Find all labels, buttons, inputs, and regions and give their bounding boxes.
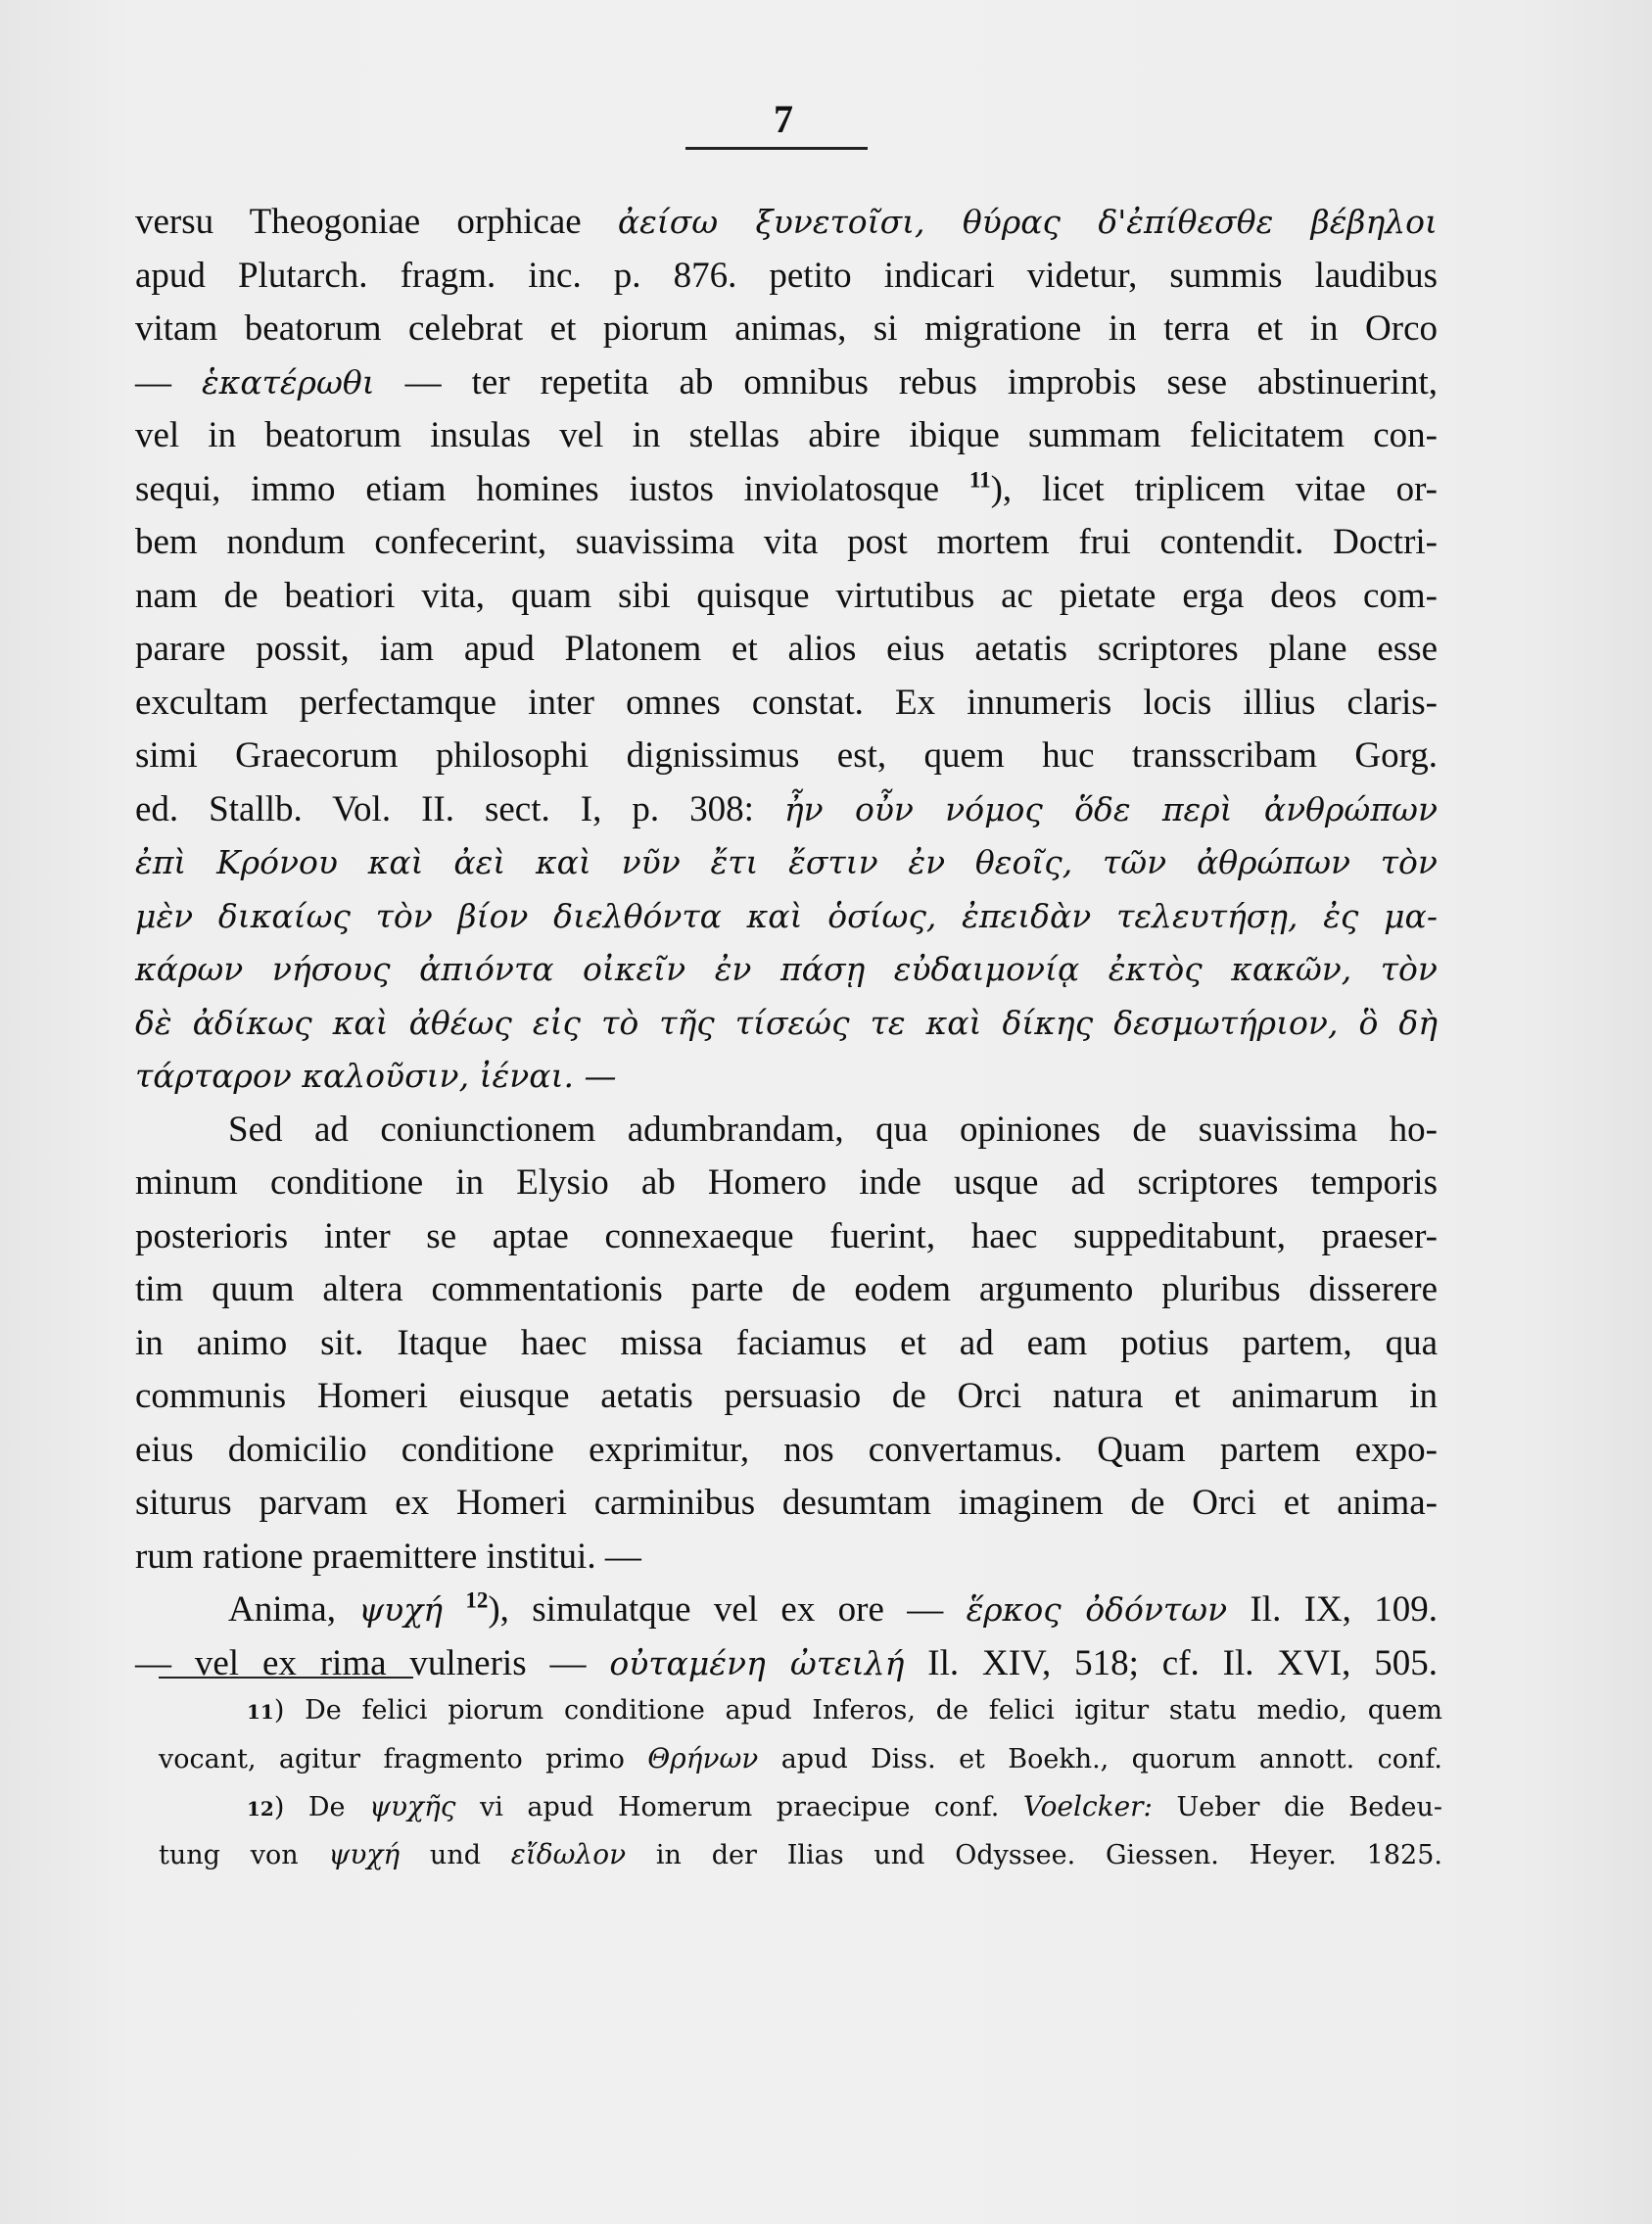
greek-text: ἑκατέρωθι <box>201 362 375 402</box>
header-rule <box>685 147 868 150</box>
text-run: minum conditione in Elysio ab Homero inde usque ad scriptores temporis <box>135 1162 1438 1203</box>
text-run: Il. IX, 109. <box>1227 1589 1439 1630</box>
body-line <box>135 196 1438 250</box>
text-run: versu Theogoniae orphicae <box>135 202 618 242</box>
footnote-line <box>159 1734 1442 1782</box>
text-run: tim quum altera commentationis parte de eodem argumento pluribus disserere <box>135 1269 1438 1309</box>
body-line <box>135 409 1438 463</box>
body-line <box>135 1104 1438 1158</box>
text-run: simi Graecorum philosophi dignissimus est, quem huc transscribam Gorg. <box>135 735 1438 776</box>
footnote-line <box>159 1830 1442 1878</box>
text-run <box>443 1589 465 1630</box>
text-run: in animo sit. Itaque haec missa faciamus et ad eam potius partem, qua <box>135 1322 1438 1363</box>
body-line <box>135 516 1438 570</box>
body-line <box>135 1424 1438 1478</box>
text-run: ), licet triplicem vitae or- <box>990 468 1438 509</box>
text-run: — <box>135 361 202 402</box>
greek-text: Voelcker: <box>1022 1790 1153 1822</box>
text-run: excultam perfectamque inter omnes constat. Ex innumeris locis illius claris- <box>135 682 1438 723</box>
body-line <box>135 1477 1438 1531</box>
greek-text: ψυχῆς <box>369 1790 456 1822</box>
footnote-marker: 12 <box>465 1587 489 1613</box>
text-run: parare possit, iam apud Platonem et alios eius aetatis scriptores plane esse <box>135 629 1438 669</box>
text-run: — vel ex rima vulneris — <box>135 1642 610 1683</box>
footnote-marker: 11 <box>968 467 991 493</box>
text-run: — ter repetita ab omnibus rebus improbis sese abstinuerint, <box>374 361 1438 402</box>
body-line <box>135 836 1438 890</box>
text-run: vitam beatorum celebrat et piorum animas, si migratione in terra et in Orco <box>135 308 1438 349</box>
text-run: und <box>400 1840 511 1870</box>
text-run: communis Homeri eiusque aetatis persuasio de Orci natura et animarum in <box>135 1376 1438 1416</box>
body-line <box>135 1531 1438 1585</box>
footnote-line <box>186 1782 1442 1830</box>
body-line <box>135 1263 1438 1317</box>
text-run: nam de beatiori vita, quam sibi quisque virtutibus ac pietate erga deos com- <box>135 575 1438 616</box>
body-line <box>135 1157 1438 1210</box>
text-run: rum ratione praemittere institui. — <box>135 1536 641 1577</box>
body-line <box>135 250 1438 304</box>
text-run: eius domicilio conditione exprimitur, nos convertamus. Quam partem expo- <box>135 1429 1438 1470</box>
body-line <box>135 1317 1438 1371</box>
footnotes <box>159 1686 1442 1878</box>
text-run: vi apud Homerum praecipue conf. <box>455 1792 1023 1822</box>
text-run: ) De <box>273 1792 370 1822</box>
text-run: posterioris inter se aptae connexaeque fuerint, haec suppeditabunt, praeser- <box>135 1215 1438 1256</box>
body-line <box>135 1050 1438 1104</box>
footnote-marker: 12 <box>247 1797 274 1821</box>
body-line <box>135 570 1438 624</box>
text-run: Sed ad coniunctionem adumbrandam, qua opiniones de suavissima ho- <box>228 1109 1438 1150</box>
body-line <box>135 943 1438 997</box>
body-line <box>135 730 1438 783</box>
body-line <box>135 303 1438 356</box>
footnote-rule <box>159 1677 413 1679</box>
footnote-marker: 11 <box>247 1700 274 1724</box>
body-line <box>135 677 1438 731</box>
body-line <box>135 1210 1438 1264</box>
body-line <box>135 463 1438 517</box>
greek-text: μὲν δικαίως τὸν βίον διελθόντα καὶ ὁσίως, ἐπειδὰν τελευτήσῃ, ἐς μα- <box>135 896 1438 935</box>
text-run: Anima, <box>228 1589 359 1630</box>
text-run: vel in beatorum insulas vel in stellas abire ibique summam felicitatem con- <box>135 415 1438 455</box>
body-line <box>135 623 1438 677</box>
greek-text: εἴδωλον <box>510 1838 627 1870</box>
text-run: bem nondum confecerint, suavissima vita post mortem frui contendit. Doctri- <box>135 522 1438 562</box>
greek-text: κάρων νήσους ἀπιόντα οἰκεῖν ἐν πάσῃ εὐδαιμονίᾳ ἐκτὸς κακῶν, τὸν <box>135 950 1438 988</box>
body-line <box>135 356 1438 410</box>
text-run: in der Ilias und Odyssee. Giessen. Heyer. 1825. <box>626 1840 1442 1870</box>
body-line <box>135 783 1438 837</box>
text-run: vocant, agitur fragmento primo <box>159 1744 648 1774</box>
footnote-line <box>186 1686 1442 1734</box>
text-run: siturus parvam ex Homeri carminibus desumtam imaginem de Orci et anima- <box>135 1483 1438 1523</box>
body-text <box>135 196 1438 1690</box>
body-line <box>135 890 1438 944</box>
body-line <box>135 997 1438 1051</box>
text-run: apud Plutarch. fragm. inc. p. 876. petito indicari videtur, summis laudibus <box>135 255 1438 296</box>
greek-text: Θρήνων <box>647 1742 759 1774</box>
greek-text: οὐταμένη ὠτειλή <box>609 1643 905 1682</box>
text-run: Il. XIV, 518; cf. Il. XVI, 505. <box>904 1642 1439 1683</box>
text-run: Ueber die Bedeu- <box>1153 1792 1442 1822</box>
text-run: sequi, immo etiam homines iustos inviolatosque <box>135 468 969 509</box>
body-line <box>135 1584 1438 1637</box>
greek-text: δὲ ἀδίκως καὶ ἀθέως εἰς τὸ τῆς τίσεώς τε καὶ δίκης δεσμωτήριον, ὃ δὴ <box>135 1003 1438 1042</box>
text-run: tung von <box>159 1840 329 1870</box>
greek-text: ἐπὶ Κρόνου καὶ ἀεὶ καὶ νῦν ἔτι ἔστιν ἐν θεοῖς, τῶν ἀθρώπων τὸν <box>135 843 1438 881</box>
greek-text: ψυχή <box>358 1590 443 1629</box>
text-run: ), simulatque vel ex ore — <box>488 1589 967 1630</box>
greek-text: ψυχή <box>328 1838 401 1870</box>
text-run: ) De felici piorum conditione apud Inferos, de felici igitur statu medio, quem <box>273 1695 1442 1726</box>
greek-text: ἕρκος ὀδόντων <box>966 1590 1228 1629</box>
page-number: 7 <box>774 97 793 141</box>
body-line <box>135 1637 1438 1691</box>
text-run: ed. Stallb. Vol. II. sect. I, p. 308: <box>135 788 784 829</box>
greek-text: ἦν οὖν νόμος ὅδε περὶ ἀνθρώπων <box>783 789 1439 828</box>
greek-text: ἀείσω ξυνετοῖσι, θύρας δ'ἐπίθεσθε βέβηλοι <box>617 203 1438 241</box>
text-run: apud Diss. et Boekh., quorum annott. conf. <box>758 1744 1442 1774</box>
body-line <box>135 1370 1438 1424</box>
greek-text: τάρταρον καλοῦσιν, ἰέναι. — <box>135 1057 617 1095</box>
